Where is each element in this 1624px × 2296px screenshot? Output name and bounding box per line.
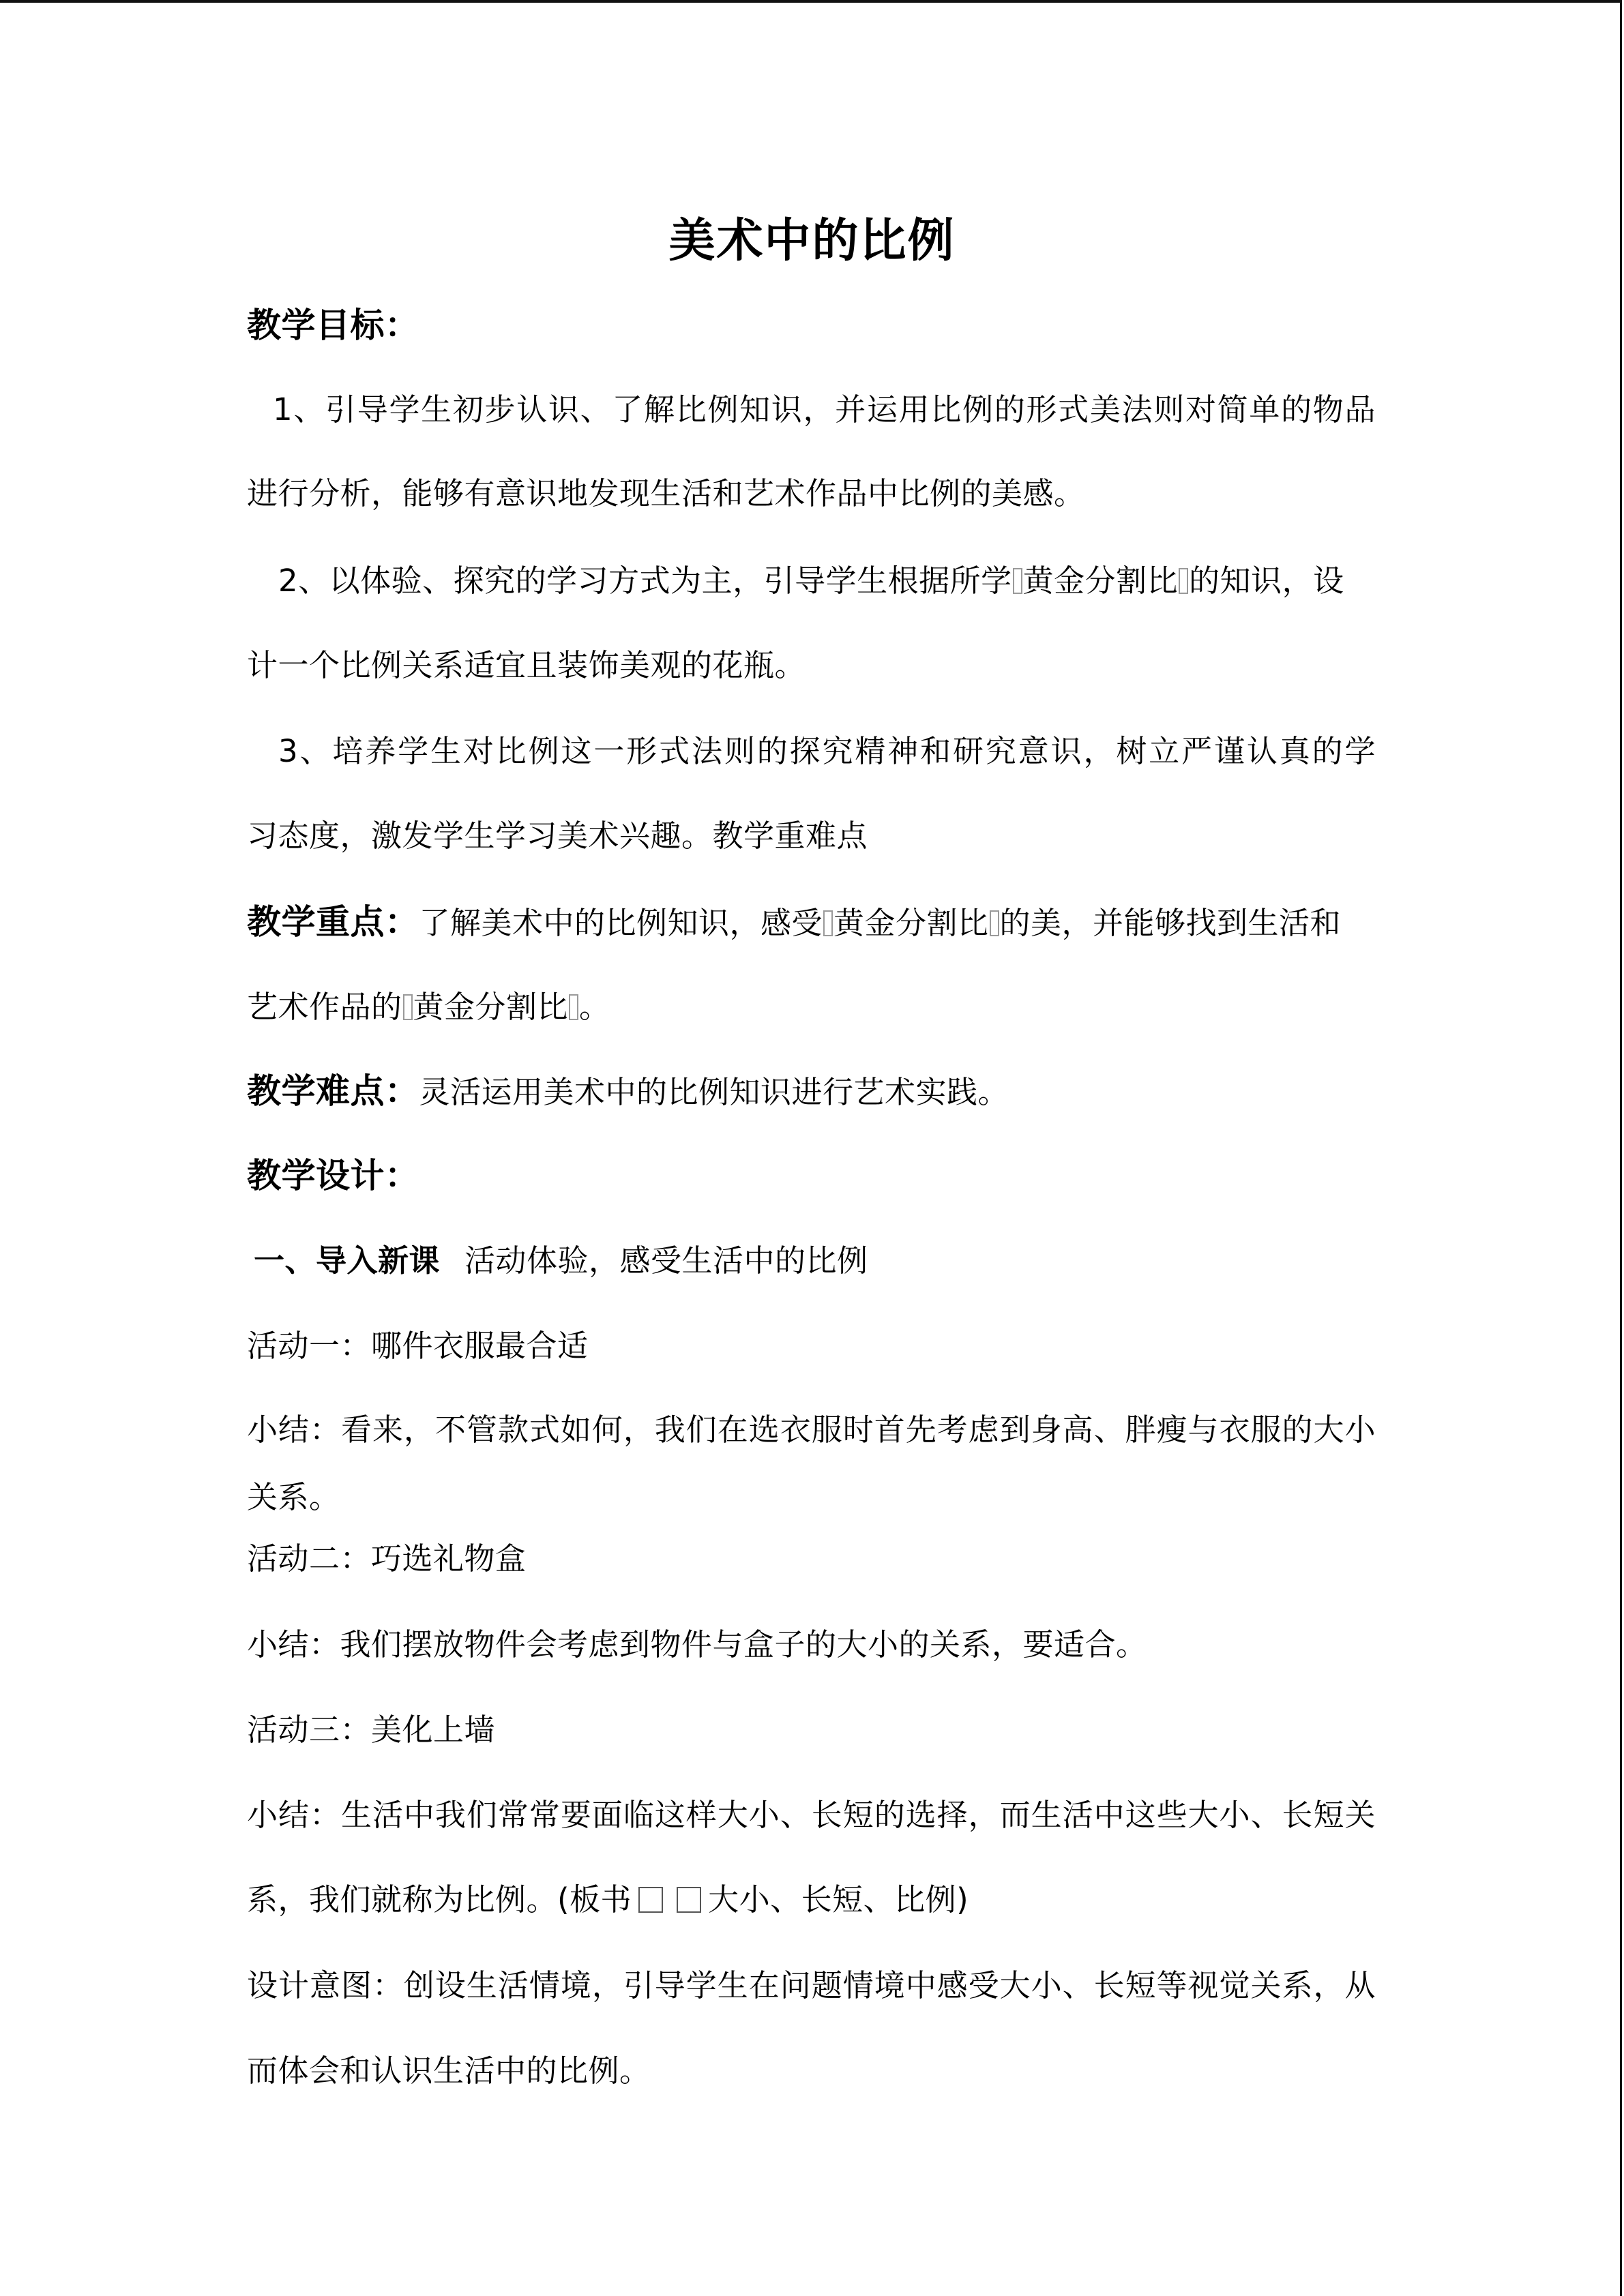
section-1-heading	[254, 1240, 1383, 1281]
missing-glyph-icon	[569, 994, 578, 1020]
key-points-text-e: 。	[579, 989, 610, 1025]
objective-2-line-2: 计一个比例关系适宜且装饰美观的花瓶。	[247, 647, 806, 683]
design-intent-line-2: 而体会和认识生活中的比例。	[247, 2053, 651, 2089]
section-1-subtitle: 活动体验，感受生活中的比例	[464, 1242, 868, 1279]
difficulties-text: 灵活运用美术中的比例知识进行艺术实践。	[419, 1074, 1009, 1110]
key-points-text-c: 的美，并能够找到生活和	[999, 905, 1342, 941]
difficulties-line	[247, 1071, 1376, 1112]
missing-glyph-icon	[1179, 568, 1188, 594]
objective-2-text-a: 2、以体验、探究的学习方式为主，引导学生根据所学	[278, 563, 1012, 599]
objective-1-line-1: 1、引导学生初步认识、了解比例知识，并运用比例的形式美法则对简单的物品	[273, 391, 1376, 428]
activity-2-summary-line-1: 小结：我们摆放物件会考虑到物件与盒子的大小的关系，要适合。	[247, 1626, 1147, 1663]
key-points-text-a: 了解美术中的比例知识，感受	[419, 905, 823, 941]
activity-3-summary-line-1: 小结：生活中我们常常要面临这样大小、长短的选择，而生活中这些大小、长短关	[247, 1797, 1376, 1833]
objective-1-line-2: 进行分析，能够有意识地发现生活和艺术作品中比例的美感。	[247, 475, 1085, 511]
activity-1-summary-line-1: 小结：看来，不管款式如何，我们在选衣服时首先考虑到身高、胖瘦与衣服的大小	[247, 1412, 1376, 1448]
objective-2-line-1	[278, 561, 1376, 601]
activity-3-summary-text-a: 系，我们就称为比例。(板书	[247, 1881, 632, 1918]
activity-3-summary-text-b: 大小、长短、比例)	[708, 1881, 969, 1918]
missing-glyph-icon	[990, 910, 999, 936]
design-intent-line-1: 设计意图：创设生活情境，引导学生在问题情境中感受大小、长短等视觉关系，从	[247, 1967, 1376, 2003]
key-points-line-2	[247, 987, 1376, 1028]
key-points-text-d: 艺术作品的	[247, 989, 402, 1025]
golden-ratio-term: 黄金分割比	[833, 905, 989, 941]
objective-3-line-1: 3、培养学生对比例这一形式法则的探究精神和研究意识，树立严谨认真的学	[278, 733, 1376, 769]
section-1-title: 一、导入新课	[254, 1242, 441, 1279]
missing-glyph-icon	[677, 1887, 701, 1913]
missing-glyph-icon	[823, 910, 833, 936]
objectives-heading: 教学目标：	[247, 305, 419, 345]
objective-3-line-2: 习态度，激发学生学习美术兴趣。教学重难点	[247, 818, 868, 854]
activity-1-title: 活动一：哪件衣服最合适	[247, 1328, 589, 1364]
missing-glyph-icon	[1013, 568, 1022, 594]
golden-ratio-term: 黄金分割比	[1022, 563, 1179, 599]
missing-glyph-icon	[403, 994, 413, 1020]
activity-3-title: 活动三：美化上墙	[247, 1712, 496, 1748]
activity-1-summary-line-2: 关系。	[247, 1479, 340, 1515]
design-heading: 教学设计：	[247, 1156, 419, 1195]
key-points-line-1	[247, 901, 1376, 942]
objective-2-text-c: 的知识，设	[1189, 563, 1344, 599]
document-title: 美术中的比例	[668, 214, 956, 268]
missing-glyph-icon	[638, 1887, 663, 1913]
key-points-label: 教学重点：	[247, 902, 419, 942]
activity-3-summary-line-2	[247, 1879, 1376, 1920]
golden-ratio-term: 黄金分割比	[413, 989, 569, 1025]
difficulties-label: 教学难点：	[247, 1071, 419, 1111]
activity-2-title: 活动二：巧选礼物盒	[247, 1540, 527, 1577]
